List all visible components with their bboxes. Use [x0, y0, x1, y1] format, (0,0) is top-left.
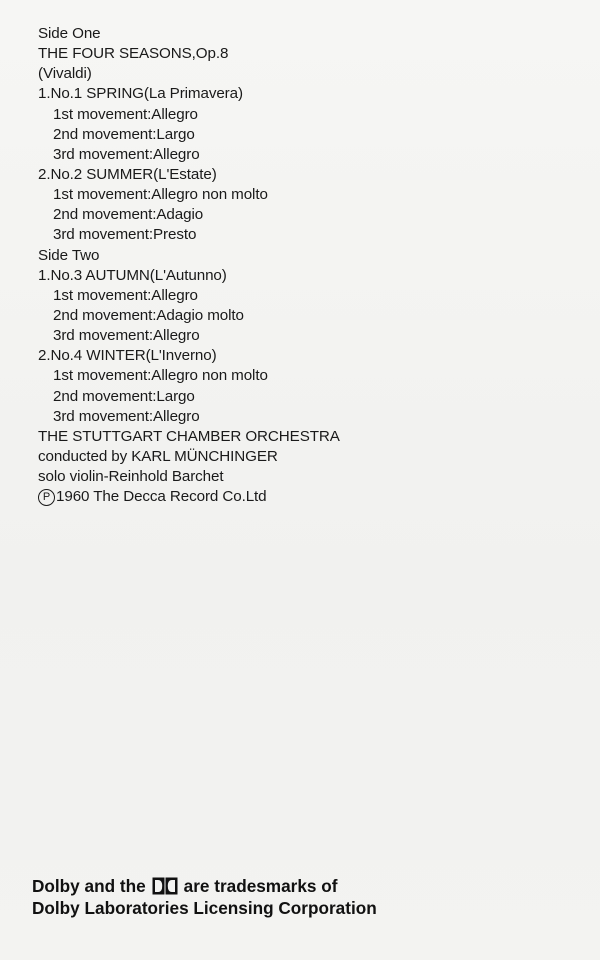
copyright-text: 1960 The Decca Record Co.Ltd	[56, 488, 267, 506]
soloist-credit: solo violin-Reinhold Barchet	[38, 468, 224, 486]
movement: 1st movement:Allegro	[53, 105, 198, 123]
trademark-line-1	[32, 875, 592, 897]
work-title: THE FOUR SEASONS,Op.8	[38, 45, 229, 63]
concerto-title: 2.No.2 SUMMER(L'Estate)	[38, 165, 217, 183]
side-two-heading: Side Two	[38, 246, 100, 264]
movement: 2nd movement:Largo	[53, 125, 195, 143]
movement: 3rd movement:Presto	[53, 226, 197, 244]
dolby-trademark-notice	[32, 875, 592, 919]
track-listing	[38, 24, 578, 507]
orchestra-credit: THE STUTTGART CHAMBER ORCHESTRA	[38, 427, 340, 445]
dolby-double-d-icon	[152, 877, 178, 895]
movement: 2nd movement:Adagio molto	[53, 306, 244, 324]
phonogram-copyright-icon: P	[38, 489, 55, 506]
trademark-line-2: Dolby Laboratories Licensing Corporation	[32, 898, 377, 918]
movement: 3rd movement:Allegro	[53, 145, 200, 163]
movement: 1st movement:Allegro	[53, 286, 198, 304]
concerto-title: 1.No.3 AUTUMN(L'Autunno)	[38, 266, 227, 284]
conductor-credit: conducted by KARL MÜNCHINGER	[38, 447, 278, 465]
composer: (Vivaldi)	[38, 65, 92, 83]
trademark-text-start: Dolby and the	[32, 876, 146, 896]
copyright-line	[38, 487, 578, 507]
concerto-title: 2.No.4 WINTER(L'Inverno)	[38, 347, 217, 365]
movement: 2nd movement:Largo	[53, 387, 195, 405]
movement: 1st movement:Allegro non molto	[53, 367, 268, 385]
movement: 2nd movement:Adagio	[53, 206, 204, 224]
trademark-text-end: are tradesmarks of	[183, 876, 338, 896]
movement: 3rd movement:Allegro	[53, 327, 200, 345]
movement: 1st movement:Allegro non molto	[53, 186, 268, 204]
side-one-heading: Side One	[38, 25, 101, 42]
concerto-title: 1.No.1 SPRING(La Primavera)	[38, 85, 243, 103]
movement: 3rd movement:Allegro	[53, 407, 200, 425]
